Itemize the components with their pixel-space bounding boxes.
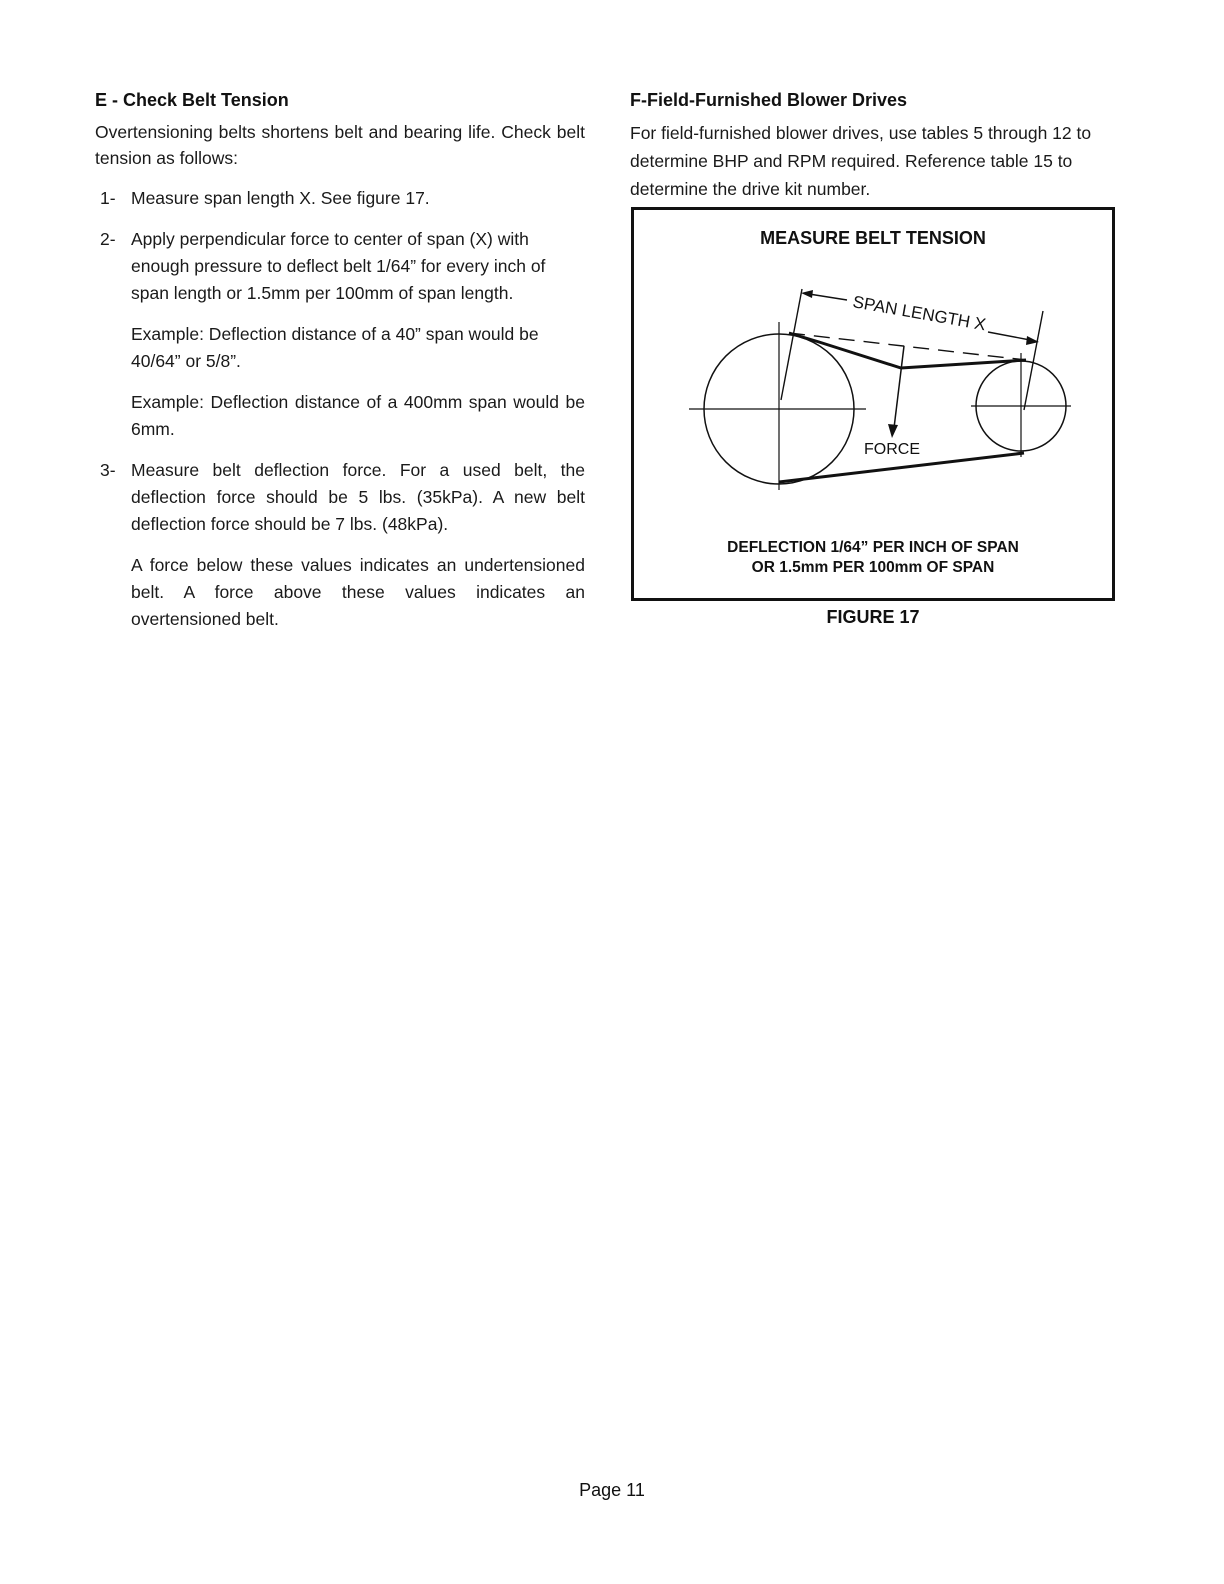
section-e-intro: Overtensioning belts shortens belt and bearing life. Check belt tension as follows: bbox=[95, 122, 585, 168]
force-arrow-head bbox=[888, 424, 898, 438]
span-extension-left bbox=[781, 289, 802, 400]
deflection-note bbox=[634, 538, 1112, 578]
example-mm: Example: Deflection distance of a 400mm span would be 6mm. bbox=[131, 392, 585, 439]
deflection-note-line1: DEFLECTION 1/64” PER INCH OF SPAN bbox=[727, 539, 1019, 556]
span-arrow-right-shaft bbox=[988, 332, 1030, 340]
step-1 bbox=[95, 185, 585, 212]
section-f-text: For field-furnished blower drives, use tables 5 through 12 to determine BHP and RPM required. Reference table 15 to determine the drive kit number. bbox=[630, 123, 1092, 199]
undeflected-span-line bbox=[789, 333, 1026, 360]
step-text: Measure span length X. See figure 17. bbox=[131, 188, 430, 208]
section-e bbox=[95, 90, 585, 647]
section-f-heading: F-Field-Furnished Blower Drives bbox=[630, 90, 908, 110]
example-inch: Example: Deflection distance of a 40” span would be 40/64” or 5/8”. bbox=[131, 324, 539, 371]
force-arrow-shaft bbox=[894, 346, 904, 428]
step-number: 3- bbox=[100, 460, 116, 480]
step-number: 1- bbox=[100, 188, 116, 208]
step-note: A force below these values indicates an undertensioned belt. A force above these values indicates an overtensioned belt. bbox=[131, 555, 585, 629]
step-2 bbox=[95, 226, 585, 443]
page-number: Page 11 bbox=[579, 1480, 645, 1500]
steps-list bbox=[95, 185, 585, 633]
section-f bbox=[630, 90, 1120, 203]
figure-caption: FIGURE 17 bbox=[826, 607, 920, 627]
span-length-label: SPAN LENGTH X bbox=[851, 292, 988, 335]
belt-top-span bbox=[789, 333, 1026, 368]
force-label: FORCE bbox=[864, 441, 920, 458]
figure-17-box bbox=[631, 207, 1115, 601]
step-text: Apply perpendicular force to center of span (X) with enough pressure to deflect belt 1/64” for every inch of span length or 1.5mm per 100mm of span length. bbox=[131, 229, 546, 303]
span-arrow-left-shaft bbox=[809, 294, 847, 300]
step-text: Measure belt deflection force. For a used belt, the deflection force should be 5 lbs. (35kPa). A new belt deflection force should be 7 lbs. (48kPa). bbox=[131, 460, 585, 534]
span-arrow-left-head bbox=[801, 290, 813, 298]
step-number: 2- bbox=[100, 229, 116, 249]
deflection-note-line2: OR 1.5mm PER 100mm OF SPAN bbox=[751, 559, 995, 576]
figure-title: MEASURE BELT TENSION bbox=[760, 228, 986, 248]
span-extension-right bbox=[1024, 311, 1043, 410]
step-3 bbox=[95, 457, 585, 633]
section-e-heading: E - Check Belt Tension bbox=[95, 90, 289, 110]
